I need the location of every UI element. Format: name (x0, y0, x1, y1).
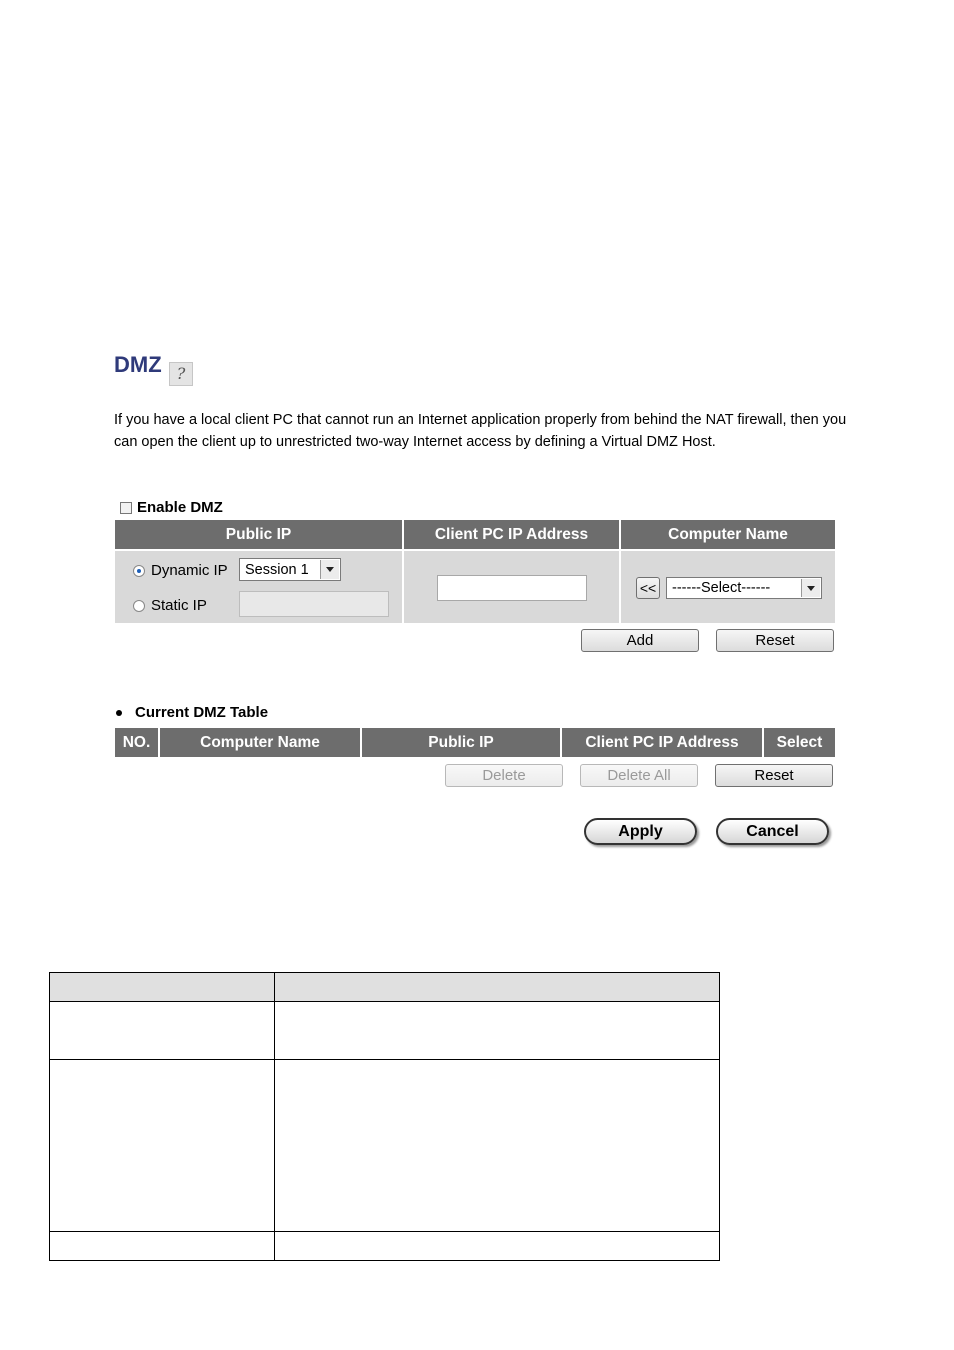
dynamic-ip-label: Dynamic IP (151, 562, 228, 579)
table-header-client-pc-ip: Client PC IP Address (562, 728, 762, 757)
chevron-down-icon[interactable] (320, 560, 339, 579)
table-header-no: NO. (115, 728, 158, 757)
doc-table-cell (275, 1232, 720, 1261)
table-reset-button[interactable]: Reset (715, 764, 833, 787)
doc-table-cell (50, 1232, 275, 1261)
computer-name-select-value: ------Select------ (672, 580, 771, 596)
static-ip-radio[interactable] (133, 600, 145, 612)
enable-dmz-label: Enable DMZ (137, 499, 223, 516)
bullet-icon (116, 710, 122, 716)
header-public-ip: Public IP (115, 520, 402, 549)
dynamic-ip-option[interactable] (133, 562, 228, 579)
doc-table-cell (275, 1060, 720, 1232)
table-header-public-ip: Public IP (362, 728, 560, 757)
page-title: DMZ (114, 352, 162, 377)
cancel-button[interactable]: Cancel (716, 818, 829, 845)
dynamic-ip-radio[interactable] (133, 565, 145, 577)
page-description: If you have a local client PC that cannot run an Internet application properly from behind the NAT firewall, then you can open the client up to unrestricted two-way Internet access by defining a Virtual DMZ Host. (114, 412, 847, 450)
client-pc-ip-input[interactable] (437, 575, 587, 601)
enable-dmz-row[interactable] (120, 499, 223, 516)
section-title-text: Current DMZ Table (135, 704, 269, 721)
doc-table-cell (275, 1002, 720, 1060)
help-question-icon[interactable]: ? (169, 362, 193, 386)
enable-dmz-checkbox[interactable] (120, 502, 132, 514)
table-header-computer-name: Computer Name (160, 728, 360, 757)
copy-computer-button[interactable]: << (636, 577, 660, 599)
static-ip-option[interactable] (133, 597, 207, 614)
delete-all-button[interactable]: Delete All (580, 764, 698, 787)
doc-table-cell (50, 1060, 275, 1232)
form-reset-button[interactable]: Reset (716, 629, 834, 652)
static-ip-label: Static IP (151, 597, 207, 614)
chevron-down-icon[interactable] (801, 579, 820, 597)
static-ip-input[interactable] (239, 591, 389, 617)
apply-button[interactable]: Apply (584, 818, 697, 845)
table-header-select: Select (764, 728, 835, 757)
document-table (49, 972, 720, 1261)
computer-name-select[interactable] (666, 577, 822, 599)
delete-button[interactable]: Delete (445, 764, 563, 787)
doc-table-cell (50, 1002, 275, 1060)
doc-table-header-cell (50, 973, 275, 1002)
session-select-value: Session 1 (245, 561, 309, 578)
current-dmz-table-title (114, 704, 268, 721)
header-client-pc-ip: Client PC IP Address (404, 520, 619, 549)
session-select[interactable] (239, 558, 341, 581)
doc-table-header-cell (275, 973, 720, 1002)
add-button[interactable]: Add (581, 629, 699, 652)
header-computer-name: Computer Name (621, 520, 835, 549)
